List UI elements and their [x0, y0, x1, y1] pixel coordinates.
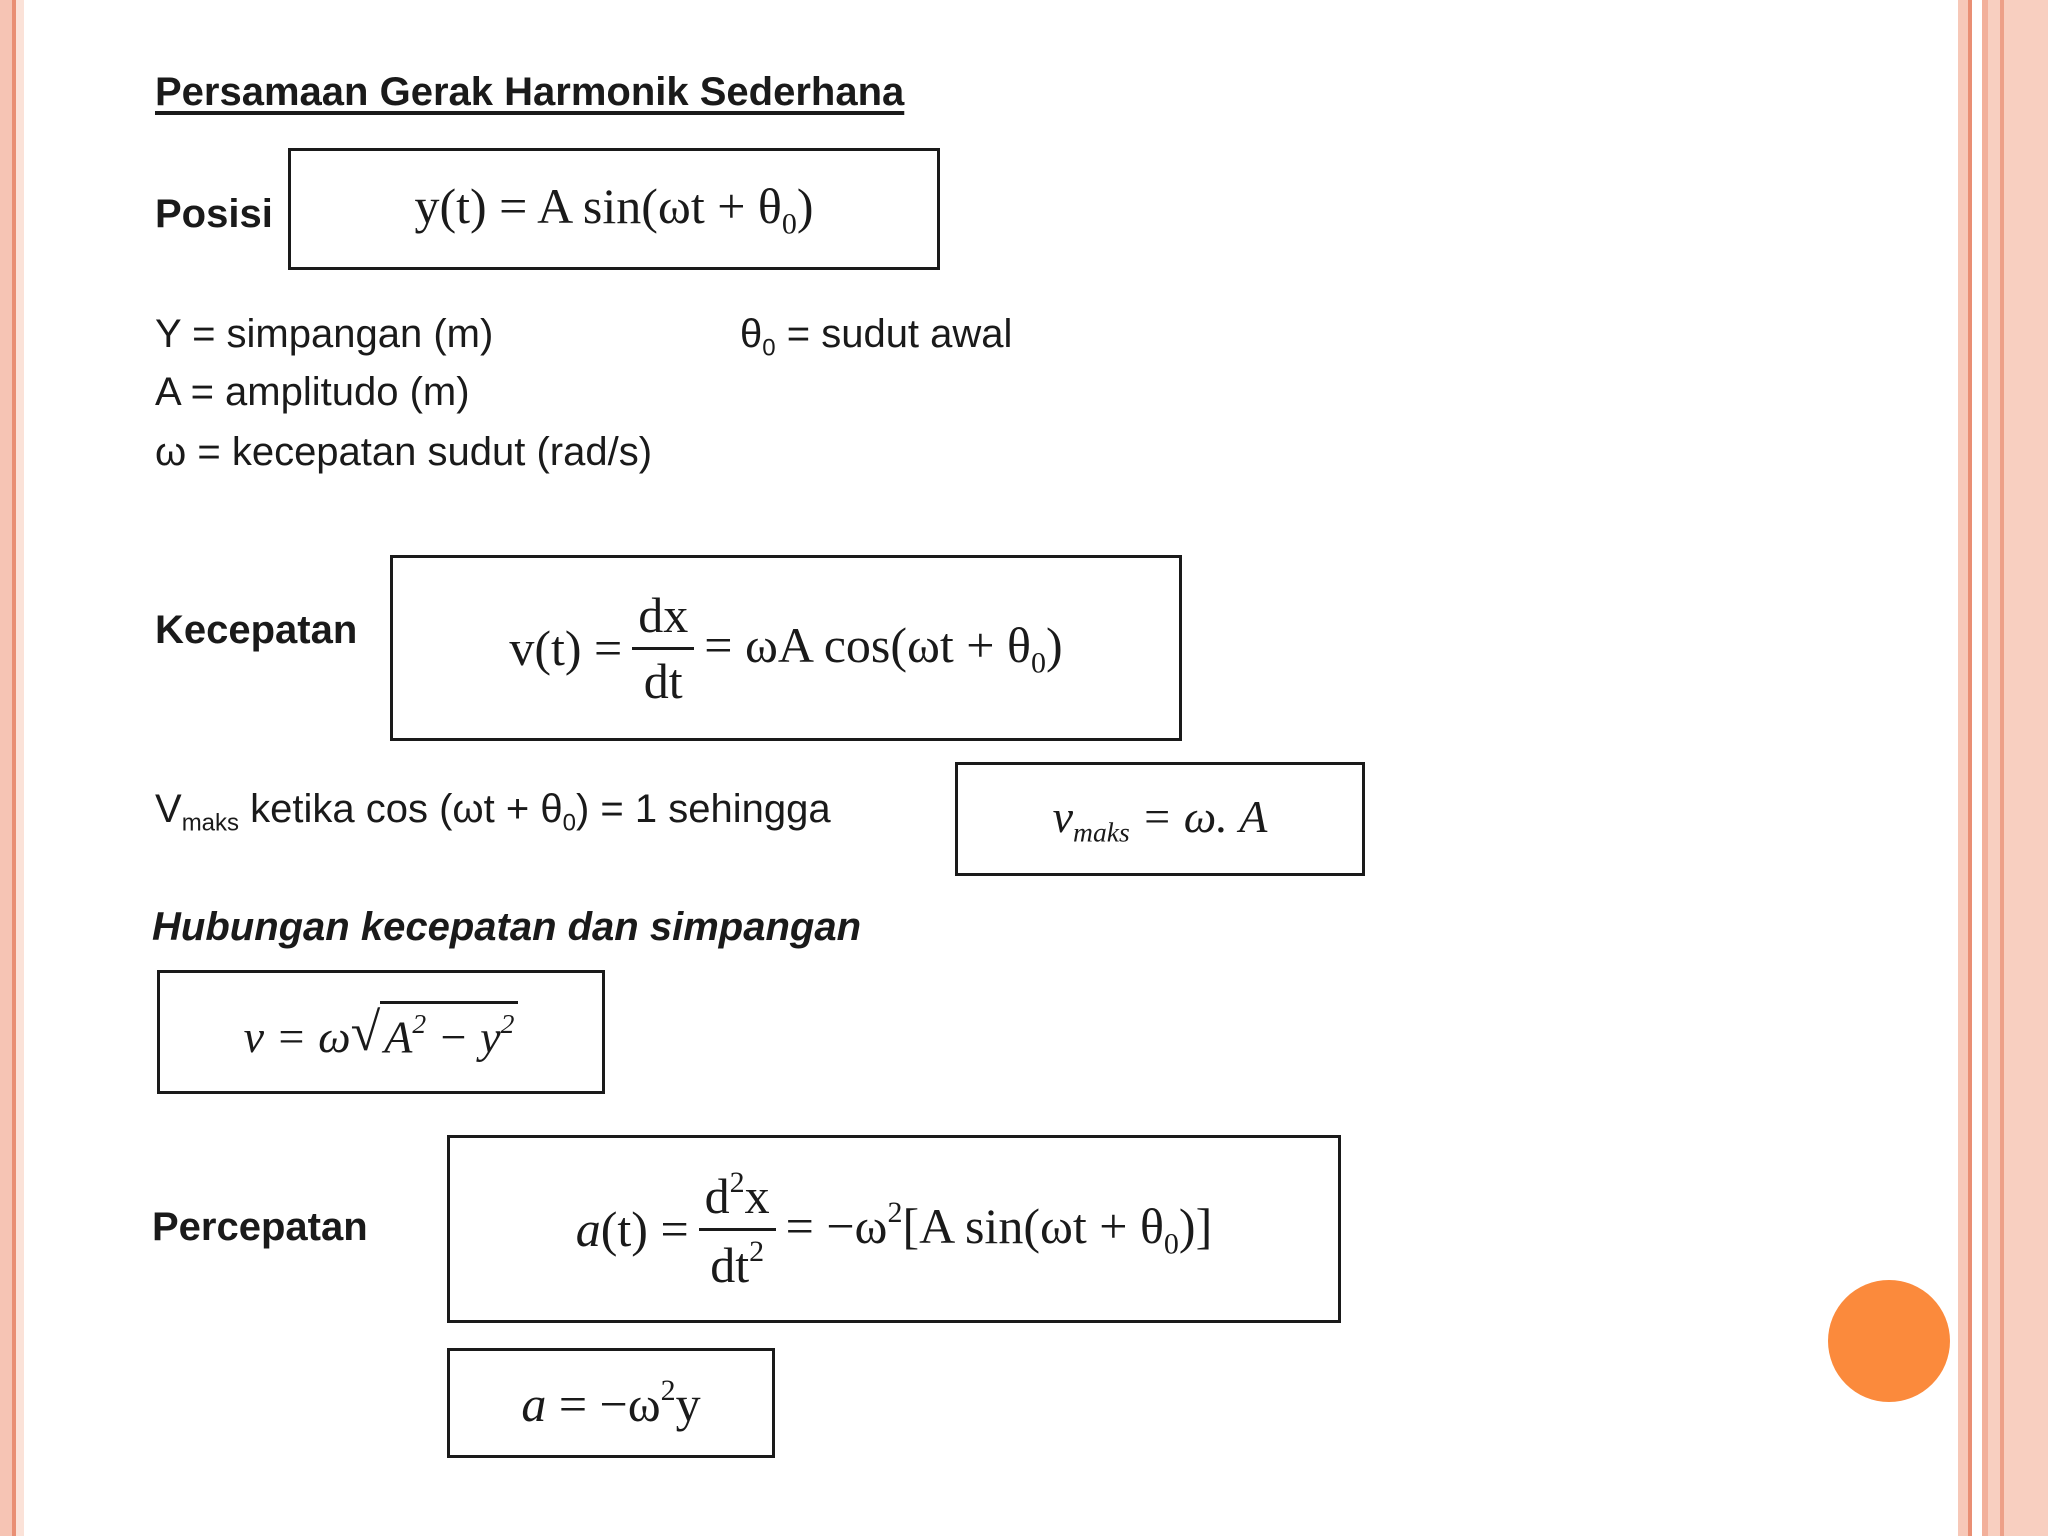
- left-border-inner: [16, 0, 24, 1536]
- left-border-stripe: [0, 0, 12, 1536]
- acceleration-short-formula: $a = -\omega^2y$: [521, 1373, 701, 1432]
- right-border-stripe: [1958, 0, 1968, 1536]
- velocity-label: Kecepatan: [155, 608, 358, 652]
- acceleration-label: Percepatan: [152, 1205, 368, 1249]
- dx-dt-fraction: $\frac{dx}{dt}$: [632, 588, 694, 709]
- relation-formula-box: [157, 970, 605, 1094]
- right-border-band: [1988, 0, 2048, 1536]
- right-border-line-3: [2000, 0, 2004, 1536]
- orange-circle-decoration: [1828, 1280, 1950, 1402]
- definition-omega: ω = kecepatan sudut (rad/s): [155, 430, 653, 474]
- definition-a: A = amplitudo (m): [155, 370, 470, 414]
- acceleration-short-formula-box: [447, 1348, 775, 1458]
- sqrt-radicand: $A^2 - y^2$: [380, 1001, 518, 1063]
- vmax-condition: $V_{maks}$ ketika $\cos (\omega t + \theta_0) = 1$ sehingga: [155, 787, 831, 837]
- position-formula-box: [288, 148, 940, 270]
- page-title: Persamaan Gerak Harmonik Sederhana: [155, 70, 905, 114]
- vmax-formula: $v_{maks} = \omega$. A: [1052, 790, 1268, 848]
- velocity-formula: v(t) = $\frac{dx}{dt}$ = ωA $\cos(\omega t + \theta_0)$: [509, 586, 1063, 709]
- acceleration-formula-box: [447, 1135, 1341, 1323]
- definition-theta: $\theta_0$ = sudut awal: [740, 312, 1013, 362]
- definition-y: Y = simpangan (m): [155, 312, 494, 356]
- position-formula: y(t) = A $\sin(\omega t + \theta_0)$: [414, 177, 814, 241]
- right-border-gap: [1972, 0, 1982, 1536]
- relation-title: Hubungan kecepatan dan simpangan: [152, 905, 862, 949]
- relation-formula: v = ω √ $A^2 - y^2$: [244, 1001, 519, 1063]
- acceleration-formula: a(t) = $\frac{d^2x}{dt^2}$ = $-\omega^2[A$ $\sin(\omega t + \theta_0)$]: [575, 1165, 1213, 1293]
- d2x-dt2-fraction: $\frac{d^2x}{dt^2}$: [699, 1166, 776, 1293]
- velocity-formula-box: [390, 555, 1182, 741]
- position-label: Posisi: [155, 192, 273, 236]
- vmax-formula-box: [955, 762, 1365, 876]
